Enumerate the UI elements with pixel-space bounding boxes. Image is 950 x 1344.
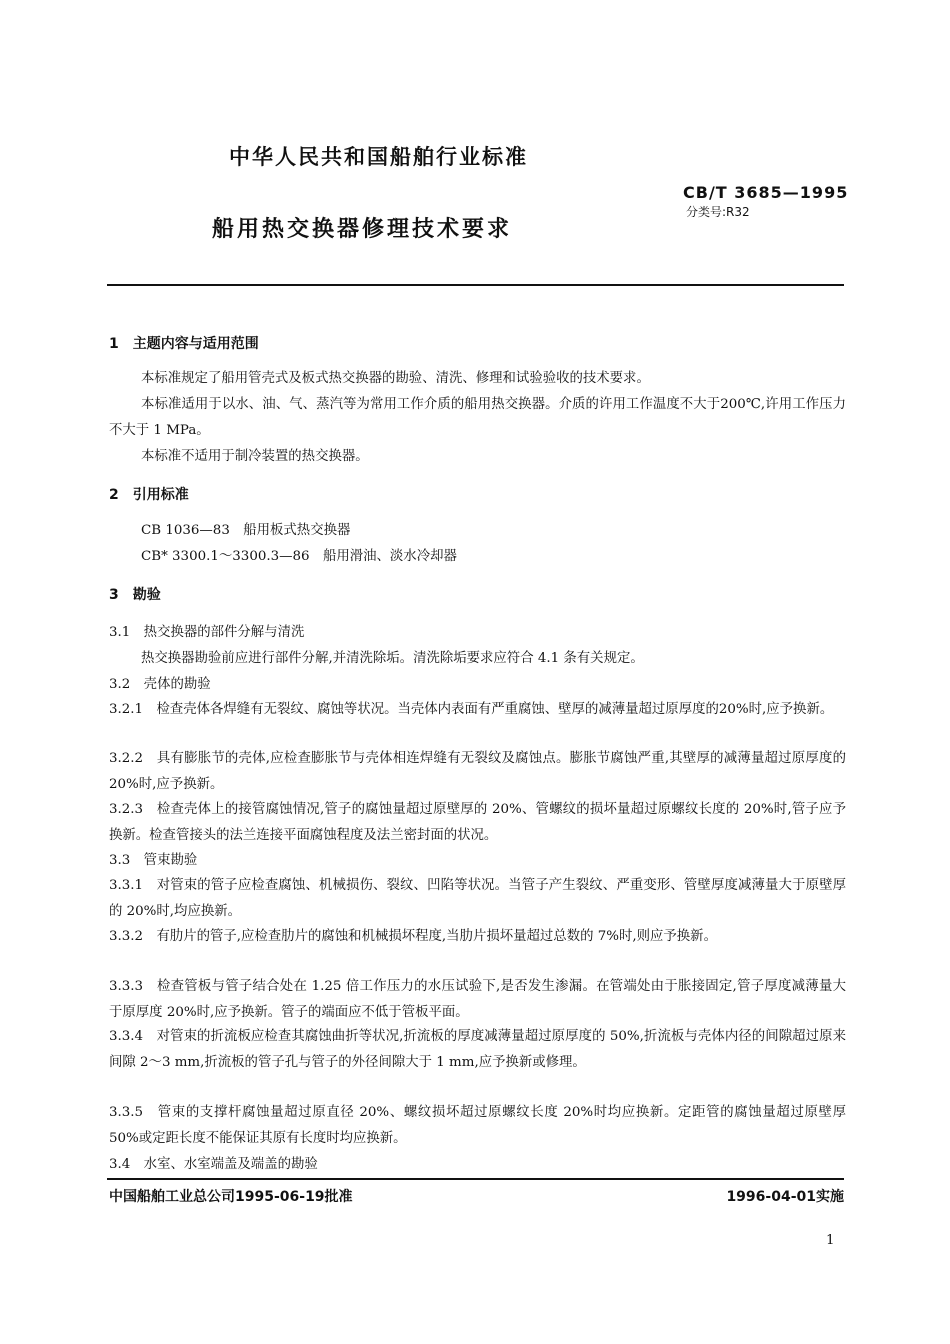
section-3-heading: 3 勘验 <box>109 587 161 603</box>
footer-rule <box>107 1178 844 1180</box>
page-number: 1 <box>826 1233 835 1248</box>
clause-3-3-5: 3.3.5 管束的支撑杆腐蚀量超过原直径 20%、螺纹损坏超过原螺纹长度 20%时均应换新。定距管的腐蚀量超过原壁厚 50%或定距长度不能保证其原有长度时均应换新。 <box>109 1105 846 1146</box>
section-2-heading: 2 引用标准 <box>109 487 189 503</box>
clause-3-4-heading: 3.4 水室、水室端盖及端盖的勘验 <box>109 1157 318 1172</box>
header-rule <box>107 284 844 286</box>
clause-3-3-3: 3.3.3 检查管板与管子结合处在 1.25 倍工作压力的水压试验下,是否发生渗漏。在管端处由于胀接固定,管子厚度减薄量大于原厚度 20%时,应予换新。管子的端面应不低于管板平面。 <box>109 979 846 1020</box>
clause-3-1-heading: 3.1 热交换器的部件分解与清洗 <box>109 625 305 640</box>
document-title: 船用热交换器修理技术要求 <box>212 217 513 242</box>
section-1-paragraph-3: 本标准不适用于制冷装置的热交换器。 <box>141 449 369 464</box>
section-1-paragraph-2: 本标准适用于以水、油、气、蒸汽等为常用工作介质的船用热交换器。介质的许用工作温度不大于200℃,许用工作压力不大于 1 MPa。 <box>109 397 846 438</box>
clause-3-2-1: 3.2.1 检查壳体各焊缝有无裂纹、腐蚀等状况。当壳体内表面有严重腐蚀、壁厚的减薄量超过原厚度的20%时,应予换新。 <box>109 702 834 717</box>
clause-3-2-3: 3.2.3 检查壳体上的接管腐蚀情况,管子的腐蚀量超过原壁厚的 20%、管螺纹的损坏量超过原螺纹长度的 20%时,管子应予换新。检查管接头的法兰连接平面腐蚀程度及法兰密封面的状况。 <box>109 802 846 843</box>
clause-3-3-heading: 3.3 管束勘验 <box>109 853 198 868</box>
clause-3-2-2: 3.2.2 具有膨胀节的壳体,应检查膨胀节与壳体相连焊缝有无裂纹及腐蚀点。膨胀节腐蚀严重,其壁厚的减薄量超过原厚度的 20%时,应予换新。 <box>109 751 846 792</box>
reference-1: CB 1036—83 船用板式热交换器 <box>141 523 351 538</box>
clause-3-3-4: 3.3.4 对管束的折流板应检查其腐蚀曲折等状况,折流板的厚度减薄量超过原厚度的 50%,折流板与壳体内径的间隙超过原来间隙 2～3 mm,折流板的管子孔与管子的外径间隙大于 1 mm,应予换新或修理。 <box>109 1029 846 1070</box>
issuing-authority: 中华人民共和国船舶行业标准 <box>229 145 528 169</box>
clause-3-3-1: 3.3.1 对管束的管子应检查腐蚀、机械损伤、裂纹、凹陷等状况。当管子产生裂纹、严重变形、管壁厚度减薄量大于原壁厚的 20%时,均应换新。 <box>109 878 846 919</box>
reference-2: CB* 3300.1～3300.3—86 船用滑油、淡水冷却器 <box>141 549 457 564</box>
section-1-heading: 1 主题内容与适用范围 <box>109 336 259 352</box>
effective-date: 1996-04-01实施 <box>726 1189 844 1205</box>
clause-3-2-heading: 3.2 壳体的勘验 <box>109 677 211 692</box>
clause-3-3-2: 3.3.2 有肋片的管子,应检查肋片的腐蚀和机械损坏程度,当肋片损坏量超过总数的 7%时,则应予换新。 <box>109 929 717 944</box>
section-1-paragraph-1: 本标准规定了船用管壳式及板式热交换器的勘验、清洗、修理和试验验收的技术要求。 <box>141 371 650 386</box>
classification-number: 分类号:R32 <box>686 205 750 219</box>
standard-code: CB/T 3685—1995 <box>683 183 849 202</box>
approval-note: 中国船舶工业总公司1995-06-19批准 <box>109 1189 353 1205</box>
clause-3-1-text: 热交换器勘验前应进行部件分解,并清洗除垢。清洗除垢要求应符合 4.1 条有关规定。 <box>141 651 644 666</box>
